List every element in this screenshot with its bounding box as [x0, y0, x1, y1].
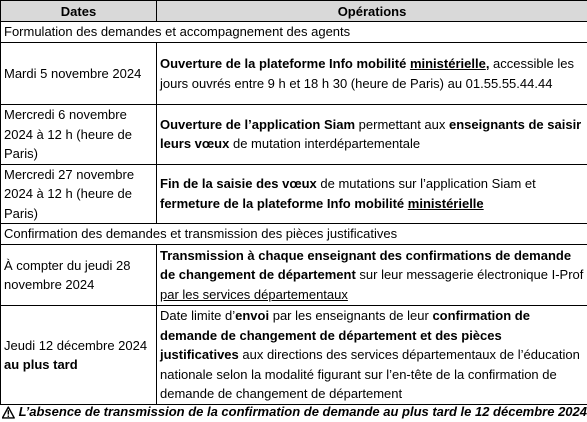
section-formulation: Formulation des demandes et accompagnement des agents: [1, 22, 587, 43]
table-row: [1, 164, 587, 224]
footer-text: L’absence de transmission de la confirmation de demande au plus tard le 12 décembre 2024: [18, 404, 587, 419]
row-operation: [157, 105, 587, 165]
op-text: sur leur messagerie électronique I-Prof: [355, 267, 584, 283]
row-operation: [157, 164, 587, 224]
op-text: accessible les jours ouvrés entre 9 h et 18 h 30 (heure de Paris) au 01.55.55.44.44: [160, 56, 574, 91]
op-text: de mutation interdépartementale: [229, 136, 421, 152]
header-dates: Dates: [1, 1, 157, 22]
table-header-row: [1, 1, 587, 22]
op-bold: fermeture de la plateforme Info mobilité: [160, 195, 408, 211]
op-text: permettant aux: [355, 116, 450, 132]
row-operation: [157, 306, 587, 405]
section-row: [1, 22, 587, 43]
op-bold: Ouverture de l’application Siam: [160, 116, 356, 132]
op-text: aux directions des services départementaux de l’éducation nationale selon la modalité figurant sur l’en-tête de la confirmation de demande de changement de département: [160, 347, 580, 402]
row-operation: [157, 43, 587, 105]
op-bold: enseignants de saisir leurs vœux: [160, 116, 582, 152]
op-bold: envoi: [235, 308, 270, 324]
row-date: Mardi 5 novembre 2024: [1, 43, 157, 105]
row-date: [1, 306, 157, 405]
table-row: [1, 306, 587, 405]
table-row: [1, 105, 587, 165]
op-text: Date limite d’: [160, 308, 236, 324]
date-bold: au plus tard: [4, 357, 78, 372]
table-row: [1, 43, 587, 105]
op-text: de mutations sur l’application Siam et: [316, 176, 536, 192]
table-row: [1, 245, 587, 306]
warning-triangle-icon: [2, 406, 15, 419]
op-bold-underline: ministérielle: [407, 195, 484, 211]
row-date: À compter du jeudi 28 novembre 2024: [1, 245, 157, 306]
section-row: [1, 224, 587, 245]
header-operations: Opérations: [157, 1, 587, 22]
op-bold: Ouverture de la plateforme Info mobilité: [160, 56, 410, 71]
date-text: Jeudi 12 décembre 2024: [4, 337, 148, 353]
op-bold: confirmation de demande de changement de département et des pièces justificatives: [160, 308, 530, 363]
op-text: par les enseignants de leur: [269, 308, 433, 324]
footer-warning: [2, 402, 587, 422]
section-confirmation: Confirmation des demandes et transmission des pièces justificatives: [1, 224, 587, 245]
op-bold: Transmission à chaque enseignant des confirmations de demande de changement de département: [160, 247, 572, 283]
row-date: Mercredi 27 novembre 2024 à 12 h (heure de Paris): [1, 164, 157, 224]
op-bold: Fin de la saisie des vœux: [160, 176, 317, 192]
row-date: Mercredi 6 novembre 2024 à 12 h (heure de Paris): [1, 105, 157, 165]
row-operation: [157, 245, 587, 306]
op-bold-underline: ministérielle: [409, 56, 486, 71]
op-bold: ,: [485, 56, 490, 71]
op-underline: par les services départementaux: [160, 286, 348, 302]
